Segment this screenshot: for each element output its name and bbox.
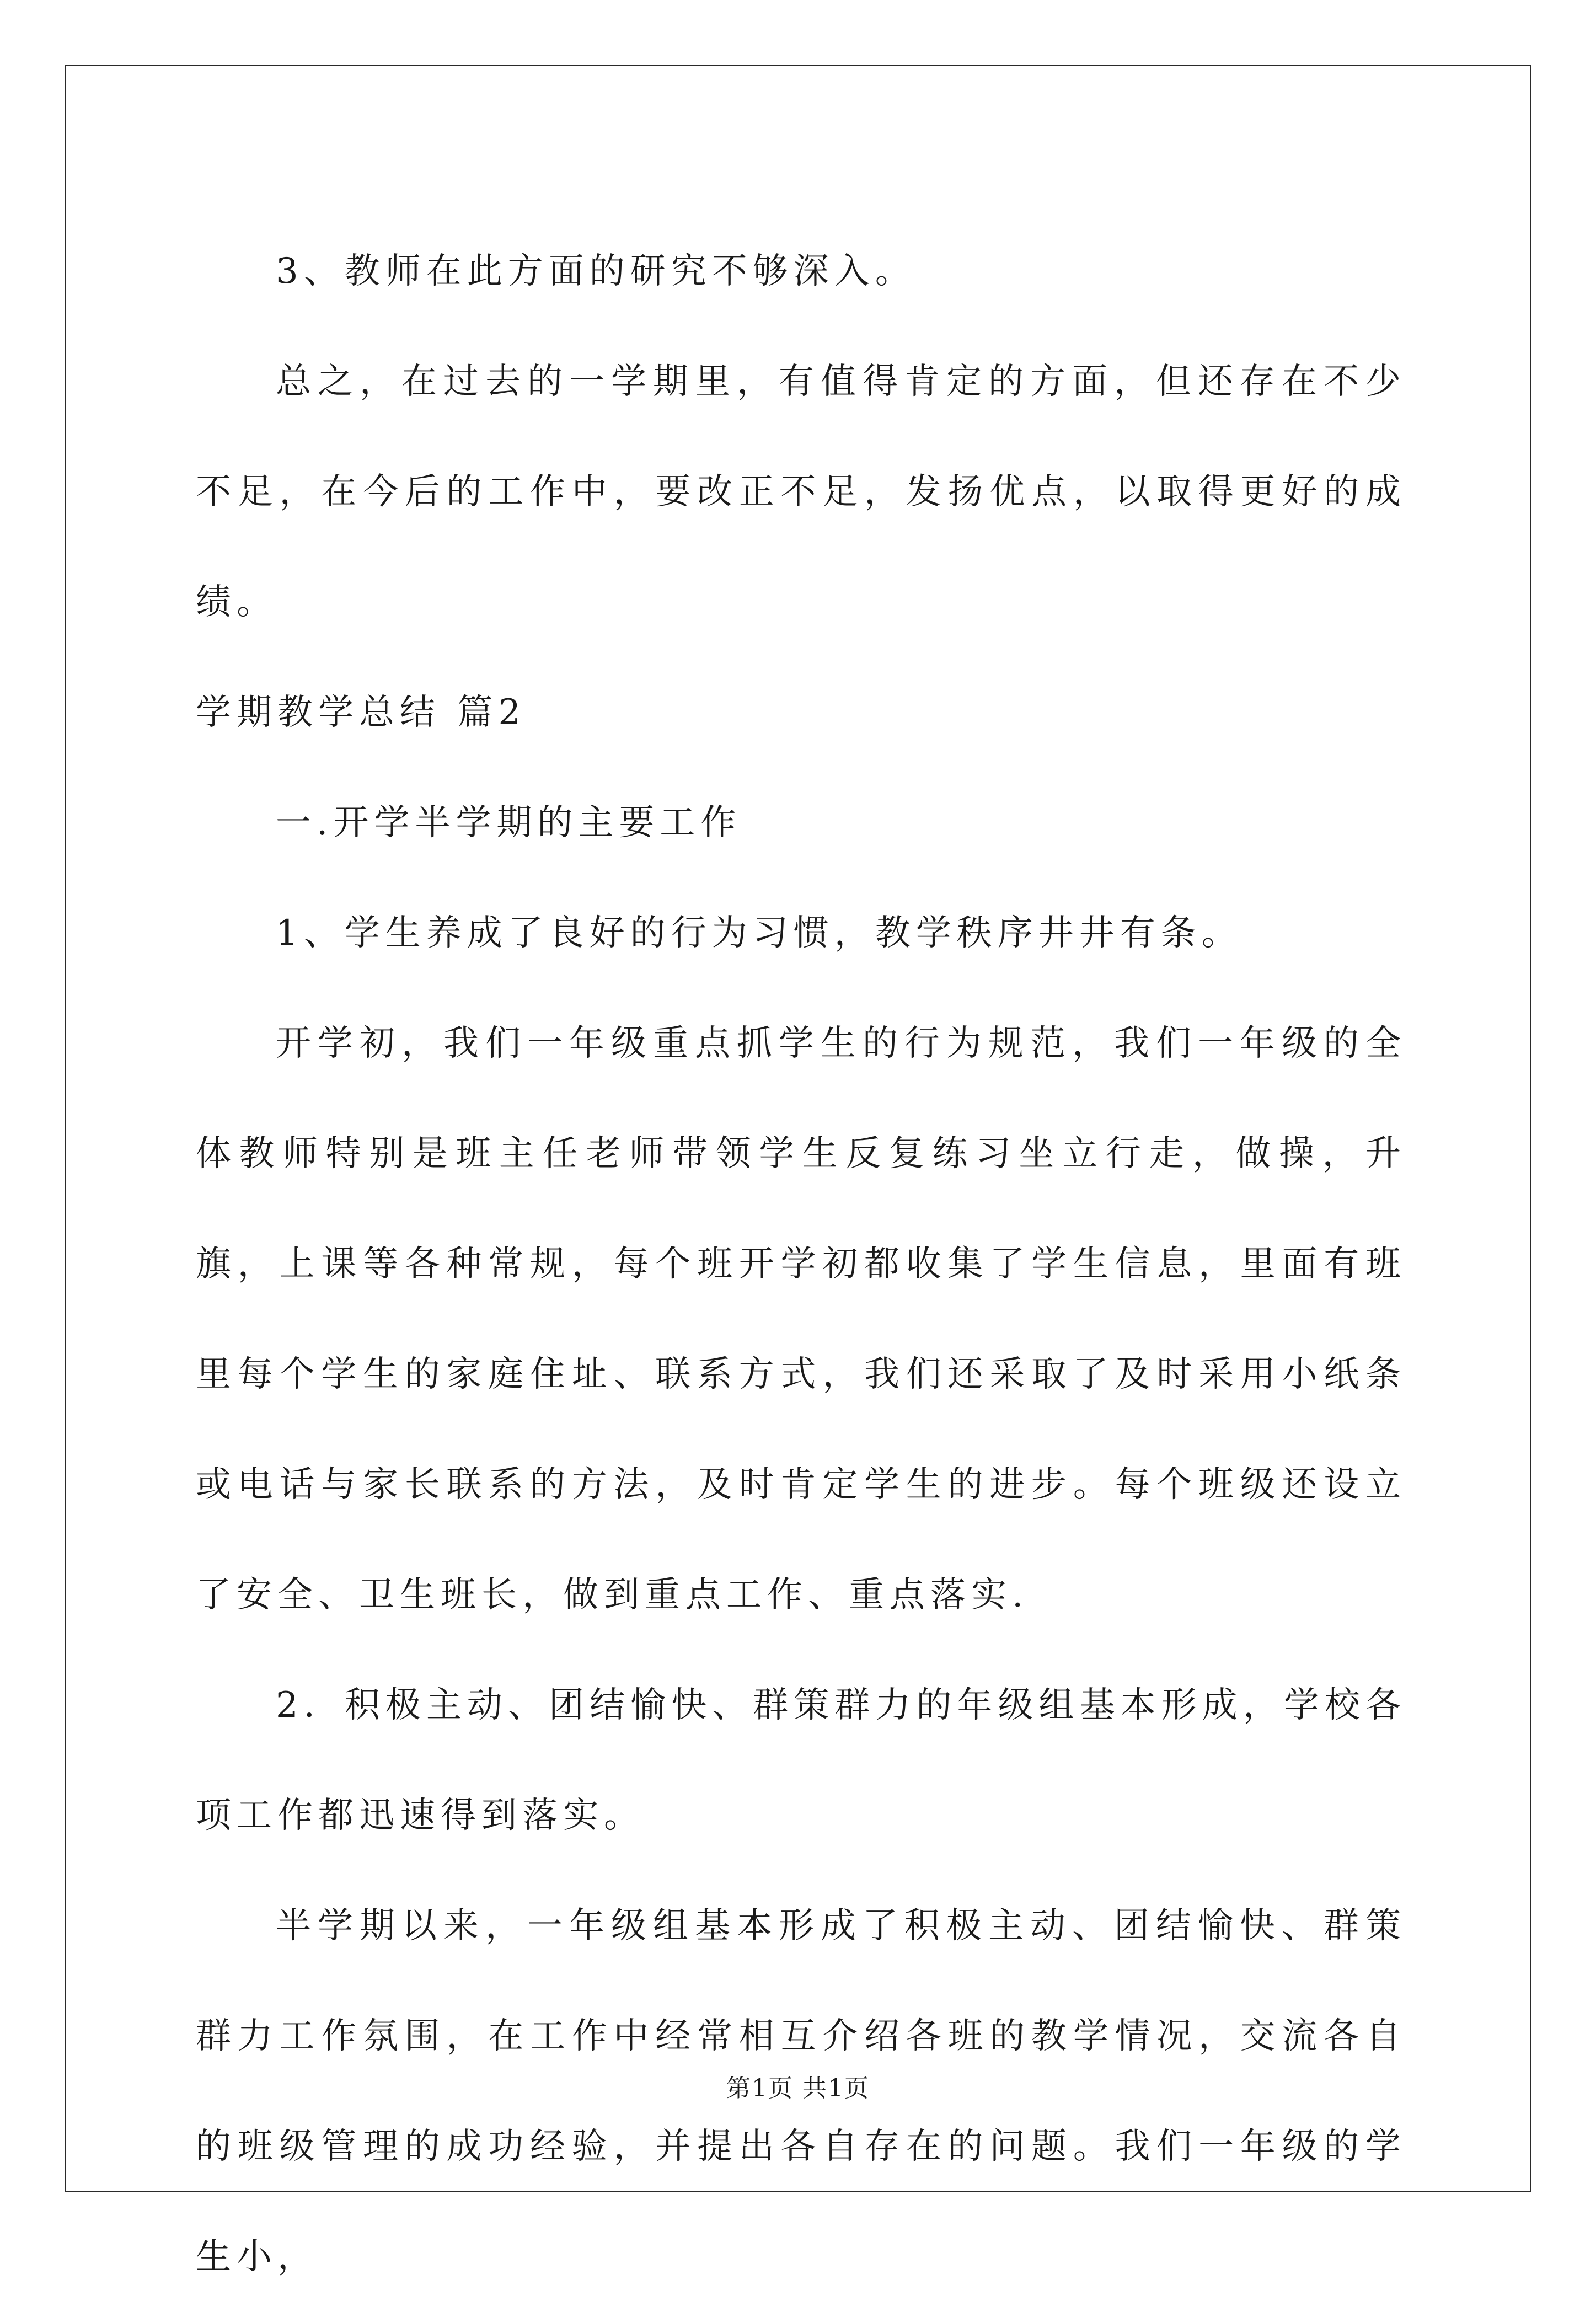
paragraph: 2．积极主动、团结愉快、群策群力的年级组基本形成，学校各项工作都迅速得到落实。 xyxy=(196,1685,1406,1836)
document-body xyxy=(196,216,1406,2312)
paragraph: 总之，在过去的一学期里，有值得肯定的方面，但还存在不少不足，在今后的工作中，要改正不足，发扬优点，以取得更好的成绩。 xyxy=(196,361,1406,623)
page-footer: 第1页 共1页 xyxy=(726,2074,870,2102)
paragraph: 3、教师在此方面的研究不够深入。 xyxy=(276,251,916,292)
subsection-heading: 一.开学半学期的主要工作 xyxy=(276,802,742,843)
paragraph: 半学期以来，一年级组基本形成了积极主动、团结愉快、群策群力工作氛围，在工作中经常相互介绍各班的教学情况，交流各自的班级管理的成功经验，并提出各自存在的问题。我们一年级的学生小， xyxy=(196,1906,1406,2277)
paragraph: 开学初，我们一年级重点抓学生的行为规范，我们一年级的全体教师特别是班主任老师带领学生反复练习坐立行走，做操，升旗，上课等各种常规，每个班开学初都收集了学生信息，里面有班里每个学生的家庭住址、联系方式，我们还采取了及时采用小纸条或电话与家长联系的方法，及时肯定学生的进步。每个班级还设立了安全、卫生班长，做到重点工作、重点落实. xyxy=(196,1023,1406,1615)
paragraph: 1、学生养成了良好的行为习惯，教学秩序井井有条。 xyxy=(276,913,1242,954)
section-heading: 学期教学总结 篇2 xyxy=(196,692,527,733)
